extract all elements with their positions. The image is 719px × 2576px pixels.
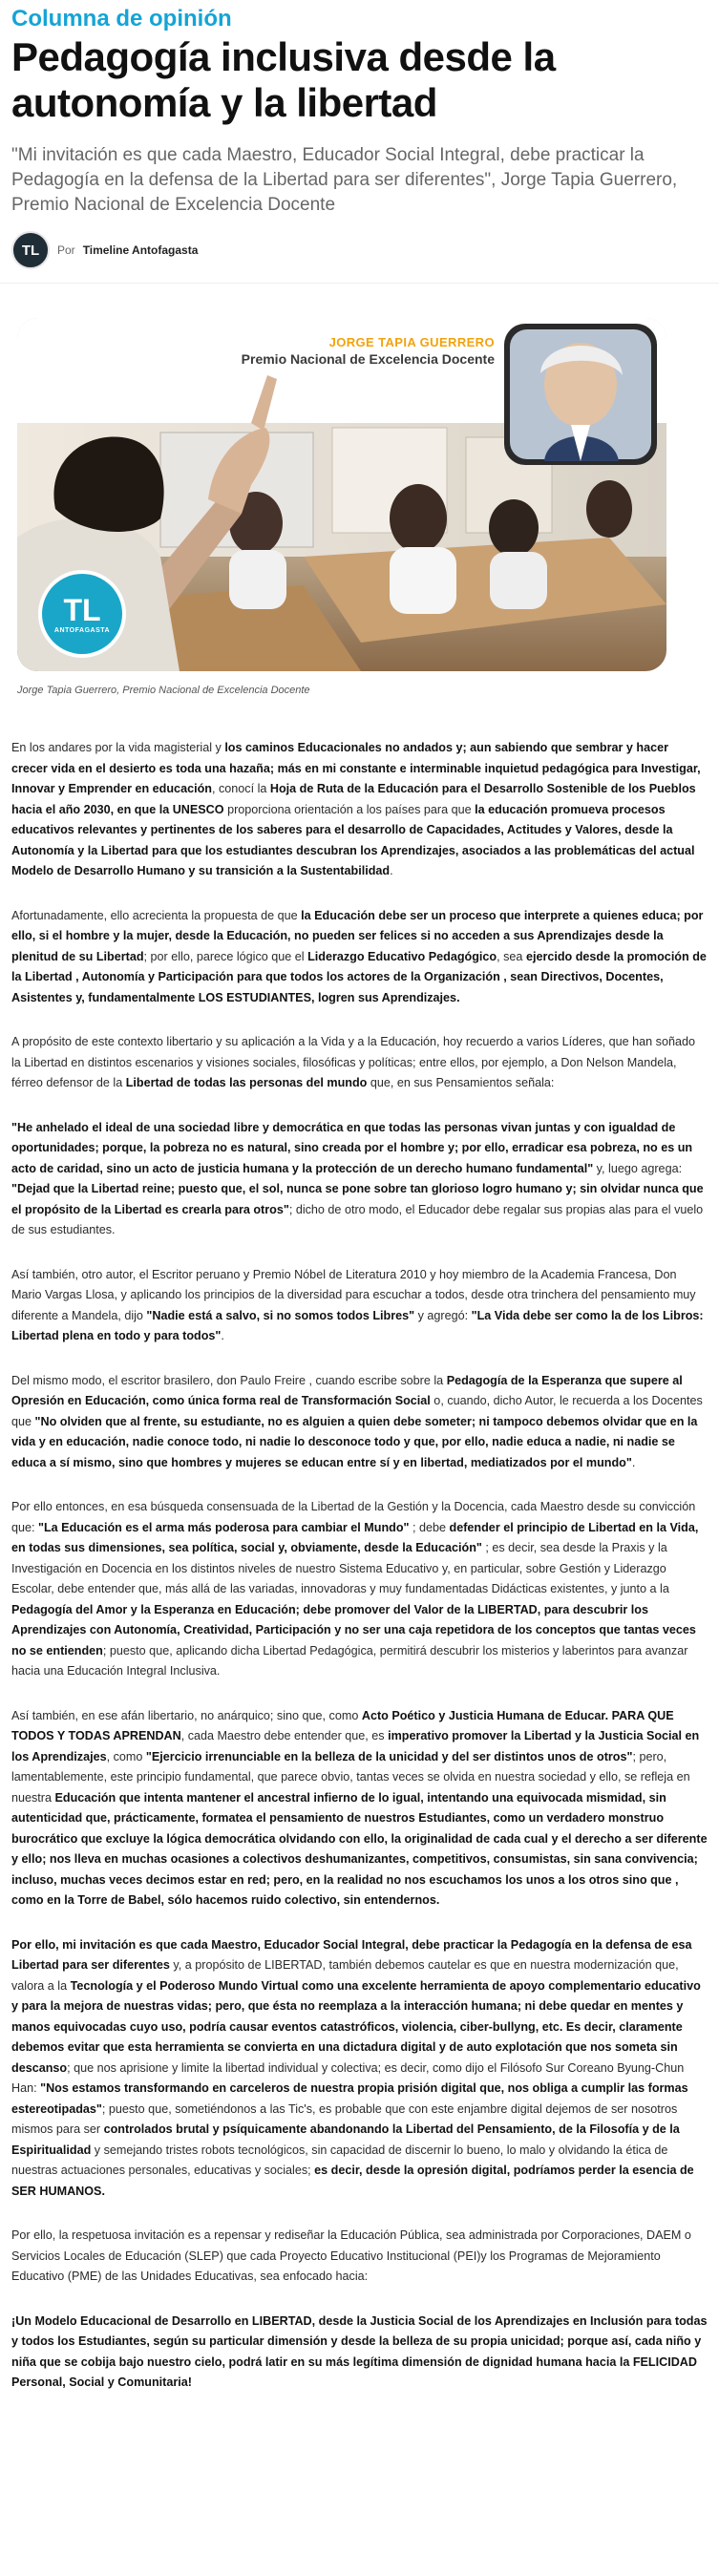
body-text: , como — [106, 1749, 146, 1763]
body-text: y semejando tristes robots tecnológicos, sin capacidad de discernir lo bueno, lo malo y olvidando la ética de nuestras actuaciones personales, educativas y sociales; — [11, 2143, 668, 2177]
emphasis-text: la educación promueva procesos educativos relevantes y pertinentes de los saberes para el desarrollo de Capacidades, Actitudes y Valores, desde la Autonomía y la Libertad para que los estudiantes descubran los Aprendizajes, asociados a las problemáticas del actual Modelo de Desarrollo Humano y su transición a la Sustentabilidad — [11, 802, 695, 877]
page-title: Pedagogía inclusiva desde la autonomía y la libertad — [11, 34, 556, 125]
emphasis-text: es decir, desde la opresión digital, podríamos perder la esencia de SER HUMANOS. — [11, 2164, 694, 2198]
image-overlay — [17, 318, 666, 671]
body-text: Del mismo modo, el escritor brasilero, don Paulo Freire , cuando escribe sobre la — [11, 1373, 447, 1387]
body-text: ; dicho de otro modo, el Educador debe regalar sus propias alas para el vuelo de sus estudiantes. — [11, 1202, 704, 1236]
body-text: Por ello, la respetuosa invitación es a repensar y rediseñar la Educación Pública, sea administrada por Corporaciones, DAEM o Servicios Locales de Educación (SLEP) que cada Proyecto Educativo Institucional (PEI)y los Programas de Mejoramiento Educativo (PME) de las Unidades Educativas, sea enfocado hacia: — [11, 2228, 691, 2283]
body-text: ; pero, lamentablemente, este principio fundamental, que parece obvio, tantas veces se olvida en nuestra sociedad y ello, se refleja en nuestra — [11, 1749, 690, 1805]
byline — [11, 231, 708, 269]
figure-name-top: JORGE TAPIA GUERRERO — [328, 335, 495, 349]
body-text: ; que nos aprisione y limite la libertad individual y colectiva; es decir, como dijo el Filósofo Sur Coreano Byung-Chun Han: — [11, 2060, 685, 2095]
article-body — [0, 738, 719, 2394]
body-text: , sea — [497, 949, 526, 963]
body-text: Así también, otro autor, el Escritor peruano y Premio Nóbel de Literatura 2010 y hoy miembro de la Academia Francesa, Don Mario Vargas Llosa, y aplicando los principios de la diversidad para escuchar a todos, desde otra trinchera del pensamiento muy diferente a Mandela, dijo — [11, 1267, 696, 1322]
article-header — [0, 6, 719, 284]
logo-badge — [42, 574, 122, 654]
emphasis-text: los caminos Educacionales no andados y; aun sabiendo que sembrar y hacer crecer vida en el desierto es toda una hazaña; más en mi constante e interminable inquietud pedagógica para Investigar, Innovar y Emprender en educación — [11, 741, 701, 795]
body-text: , cada Maestro debe entender que, es — [180, 1729, 389, 1742]
emphasis-text: defender el principio de Libertad en la Vida, en todas sus dimensiones, sea política, social y, obviamente, desde la Educación" — [11, 1520, 699, 1554]
logo-text: ANTOFAGASTA — [53, 626, 111, 634]
body-text: En los andares por la vida magisterial y — [11, 741, 225, 754]
body-text: y, a propósito de LIBERTAD, también debemos cautelar es que en nuestra modernización que, valora a la — [11, 1958, 679, 1993]
body-text: A propósito de este contexto libertario y su aplicación a la Vida y a la Educación, hoy recuerdo a varios Líderes, que han soñado la Libertad en distintos escenarios y visiones sociales, filosóficas y políticas; entre ellos, por ejemplo, a Don Nelson Mandela, férreo defensor de la — [11, 1035, 695, 1089]
emphasis-text: "Nos estamos transformando en carceleros de nuestra propia prisión digital que, nos obliga a cumplir las formas estereotipadas" — [11, 2081, 688, 2116]
emphasis-text: Pedagogía del Amor y la Esperanza en Educación; debe promover del Valor de la LIBERTAD, para descubrir los Aprendizajes con Autonomía, Creatividad, Participación y no ser una caja repetidora de los conceptos que tantas veces no se entienden — [11, 1602, 696, 1658]
body-text: proporciona orientación a los países para que — [223, 802, 476, 816]
body-text: ; puesto que, sometiéndonos a las Tic's, es probable que con este enjambre digital dejemos de ser nosotros mismos para ser — [11, 2101, 678, 2136]
emphasis-text: Liderazgo Educativo Pedagógico — [307, 949, 497, 963]
body-text: ; por ello, parece lógico que el — [143, 949, 308, 963]
logo-letters: TL — [63, 592, 101, 627]
emphasis-text: "La Educación es el arma más poderosa para cambiar el Mundo" — [38, 1520, 410, 1534]
body-text: ; puesto que, aplicando dicha Libertad Pedagógica, permitirá descubrir los misterios y laberintos para avanzar hacia una Educación Integral Inclusiva. — [11, 1643, 688, 1678]
body-text: ; es decir, sea desde la Praxis y la Investigación en Docencia en los distintos niveles de nuestro Sistema Educativo y, en particular, sobre Gestión y Liderazgo Escolar, debe entender que, más allá de las variadas, innovadoras y muy fundamentadas Didácticas existentes, y junto a la — [11, 1541, 669, 1595]
emphasis-text: Hoja de Ruta de la Educación para el Desarrollo Sostenible de los Pueblos hacia el año 2030, en que la UNESCO — [11, 782, 696, 816]
body-text: y, luego agrega: — [593, 1161, 683, 1175]
emphasis-text: "He anhelado el ideal de una sociedad libre y democrática en que todas las personas vivan juntas y con igualdad de oportunidades; porque, la pobreza no es natural, sino creada por el hombre y; por ello, erradicar esa pobreza, no es un acto de caridad, sino un acto de justicia humana y la protección de un derecho humano fundamental" — [11, 1120, 693, 1175]
emphasis-text: Acto Poético y Justicia Humana de Educar. PARA QUE TODOS Y TODAS APRENDAN — [11, 1708, 674, 1742]
byline-prefix: Por — [57, 243, 75, 257]
body-text: que, en sus Pensamientos señala: — [367, 1076, 555, 1089]
article-paragraph — [11, 1032, 708, 1094]
article-paragraph — [11, 1265, 708, 1347]
body-text: . — [390, 864, 393, 877]
body-text: . — [221, 1329, 224, 1342]
body-text: Afortunadamente, ello acrecienta la propuesta de que — [11, 908, 302, 922]
figure-caption: Jorge Tapia Guerrero, Premio Nacional de Excelencia Docente — [17, 685, 310, 696]
author-link[interactable]: Timeline Antofagasta — [82, 243, 199, 257]
article-paragraph — [11, 2312, 708, 2394]
article-lead: "Mi invitación es que cada Maestro, Educador Social Integral, debe practicar la Pedagogía en la defensa de la Libertad para ser diferentes", Jorge Tapia Guerrero, Premio Nacional de Excelencia Docente — [11, 145, 678, 215]
emphasis-text: "No olviden que al frente, su estudiante, no es alguien a quien debe someter; ni tampoco debemos olvidar que en la vida y en educación, nadie conoce todo, ni nadie lo desconoce todo y que, por ello, nadie educa a nadie, ni nadie se educa a sí mismo, sino que hombres y mujeres se educan entre sí y en libertad, mediatizados por el mundo" — [11, 1414, 698, 1469]
article-paragraph — [11, 906, 708, 1009]
body-text: , conocí la — [211, 782, 270, 795]
author-avatar[interactable]: TL — [11, 231, 50, 269]
emphasis-text: la Educación debe ser un proceso que interprete a quienes educa; por ello, si el hombre y la mujer, desde la Educación, no pueden ser felices si no acceden a sus Aprendizajes desde la plenitud de su Libertad — [11, 908, 704, 963]
emphasis-text: Educación que intenta mantener el ancestral infierno de lo igual, intentando una equivocada mismidad, sin autenticidad que, prácticamente, formatea el pensamiento de nuestros Estudiantes, como un verdadero monstruo burocrático que excluye la lógica democrática olvidando con ello, la originalidad de cada cual y el derecho a ser diferente y ello; nos lleva en muchas ocasiones a colectivos deshumanizantes, competitivos, consumistas, sin sana convivencia; incluso, muchas veces decimos estar en red; pero, en la realidad no nos escuchamos los unos a los otros sino que , como en la Torre de Babel, sólo hacemos ruido colectivo, sin entendernos. — [11, 1790, 708, 1907]
body-text: y agregó: — [414, 1308, 472, 1322]
article-figure — [0, 318, 719, 696]
article-paragraph — [11, 2226, 708, 2288]
emphasis-text: Libertad de todas las personas del mundo — [125, 1076, 368, 1089]
header-divider — [0, 283, 719, 284]
emphasis-text: "Nadie está a salvo, si no somos todos Libres" — [146, 1308, 415, 1322]
article-paragraph — [11, 1497, 708, 1682]
article-paragraph — [11, 1706, 708, 1911]
figure-name-sub: Premio Nacional de Excelencia Docente — [241, 351, 495, 367]
body-text: Así también, en ese afán libertario, no anárquico; sino que, como — [11, 1708, 362, 1722]
section-label[interactable]: Columna de opinión — [11, 6, 232, 32]
article-paragraph — [11, 1371, 708, 1474]
emphasis-text: "La Vida debe ser como la de los Libros: Libertad plena en todo y para todos" — [11, 1308, 704, 1342]
emphasis-text: imperativo promover la Libertad y la Justicia Social en los Aprendizajes — [11, 1729, 700, 1763]
article-image — [17, 318, 666, 671]
article-paragraph — [11, 738, 708, 882]
emphasis-text: "Dejad que la Libertad reine; puesto que, el sol, nunca se pone sobre tan glorioso logro humano y; sin olvidar nunca que el propósito de la Libertad es crearla para otros" — [11, 1182, 704, 1216]
emphasis-text: "Ejercicio irrenunciable en la belleza de la unicidad y del ser distintos unos de otros" — [145, 1749, 633, 1763]
emphasis-text: controlados brutal y psíquicamente abandonando la Libertad del Pensamiento, de la Filosofía y de la Espiritualidad — [11, 2122, 680, 2157]
body-text: Por ello entonces, en esa búsqueda consensuada de la Libertad de la Gestión y la Docencia, cada Maestro desde su convicción que: — [11, 1500, 696, 1534]
article-paragraph — [11, 1118, 708, 1241]
emphasis-text: ejercido desde la promoción de la Libertad , Autonomía y Participación para que todos los actores de la Organización , sean Directivos, Docentes, Asistentes y, fundamentalmente LOS ESTUDIANTES, logren sus Aprendizajes. — [11, 949, 707, 1004]
emphasis-text: Por ello, mi invitación es que cada Maestro, Educador Social Integral, debe practicar la Pedagogía en la defensa de esa Libertad para ser diferentes — [11, 1937, 692, 1972]
article-paragraph — [11, 1935, 708, 2203]
body-text: . — [631, 1455, 636, 1469]
emphasis-text: Tecnología y el Poderoso Mundo Virtual como una excelente herramienta de apoyo complementario educativo y para la mejora de nuestras vidas; pero, que ésta no reemplaza a la interacción humana; ni debe quedar en mentes y manos equivocadas cuyo uso, podría causar eventos catastróficos, violencia, ciber-bullyng, etc. Es decir, claramente debemos evitar que esta herramienta se convierta en una dictadura digital y de auto explotación que nos someta sin descanso — [11, 1978, 701, 2075]
body-text: o, cuando, dicho Autor, le recuerda a los Docentes que — [11, 1394, 703, 1428]
body-text: ; debe — [409, 1520, 450, 1534]
emphasis-text: ¡Un Modelo Educacional de Desarrollo en LIBERTAD, desde la Justicia Social de los Aprendizajes en Inclusión para todas y todos los Estudiantes, según su particular dimensión y desde la belleza de su propia unicidad; porque así, cada niño y niña que se cobija bajo nuestro cielo, podrá latir en su más legítima dimensión de dignidad humana hacia la FELICIDAD Personal, Social y Comunitaria! — [11, 2313, 708, 2389]
emphasis-text: Pedagogía de la Esperanza que supere al Opresión en Educación, como única forma real de Transformación Social — [11, 1373, 683, 1407]
